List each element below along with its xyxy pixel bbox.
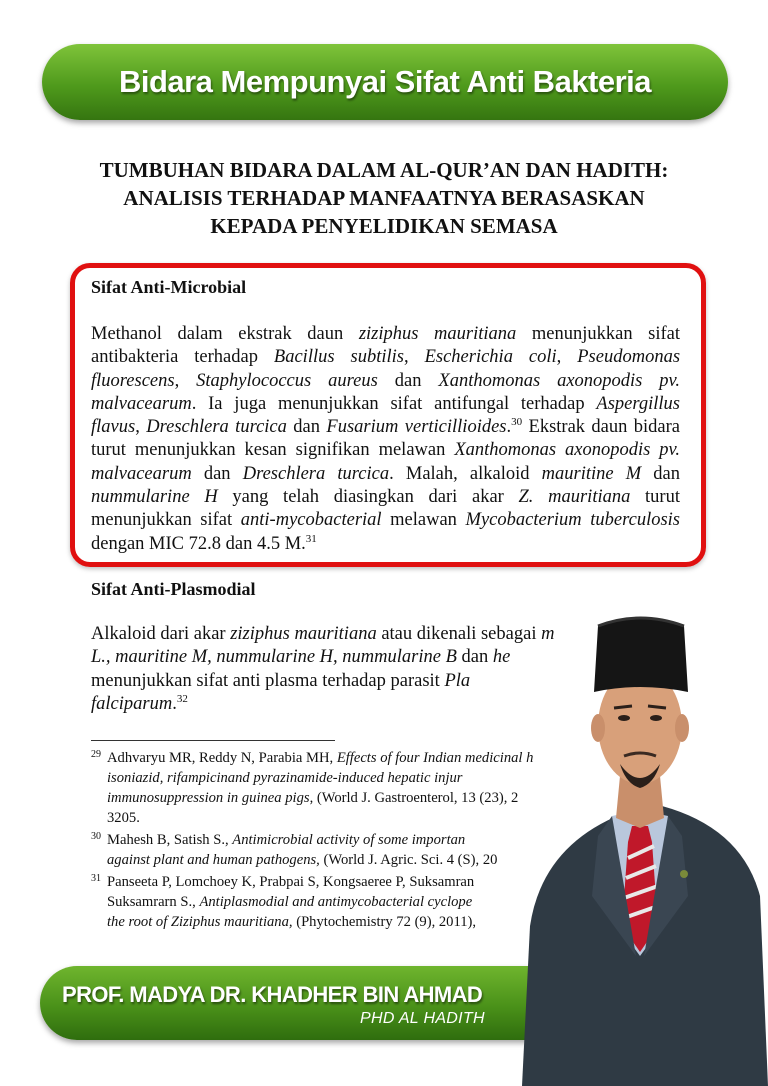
footnote-item: 29 Adhvaryu MR, Reddy N, Parabia MH, Effects of four Indian medicinal h isoniazid, rifampicinand pyrazinamide-induced hepatic injur immunosuppression in guinea pigs, (World J. Gastroenterol, 13 (23), 2 3205. xyxy=(91,749,534,826)
author-banner xyxy=(40,966,590,1040)
section-paragraph: Methanol dalam ekstrak daun ziziphus mauritiana menunjukkan sifat antibakteria terhadap Bacillus subtilis, Escherichia coli, Pseudomonas fluorescens, Staphylococcus aureus dan Xanthomonas axonopodis pv. malvacearum. Ia juga menunjukkan sifat antifungal terhadap Aspergillus flavus, Dreschlera turcica dan Fusarium verticillioides.$^{30}$ Ekstrak daun bidara turut menunjukkan kesan signifikan melawan Xanthomonas axonopodis pv. malvacearum dan Dreschlera turcica. Malah, alkaloid mauritine M dan nummularine H yang telah diasingkan dari akar Z. mauritiana turut menunjukkan sifat anti-mycobacterial melawan Mycobacterium tuberculosis dengan MIC 72.8 dan 4.5 M.$^{31}$ xyxy=(91,324,681,554)
paper-title xyxy=(40,156,728,240)
footnote-ref[interactable]: 31 xyxy=(305,532,317,545)
lapel-pin xyxy=(680,870,688,878)
title-banner xyxy=(42,44,728,120)
footnote-divider xyxy=(91,740,335,741)
paper-title-line: TUMBUHAN BIDARA DALAM AL-QUR’AN DAN HADITH: xyxy=(99,158,669,182)
footnote-item: 31 Panseeta P, Lomchoey K, Prabpai S, Kongsaeree P, Suksamran Suksamrarn S., Antiplasmodial and antimycobacterial cyclope the root of Ziziphus mauritiana, (Phytochemistry 72 (9), 2011), xyxy=(91,873,477,930)
section-heading: Sifat Anti-Plasmodial xyxy=(91,579,256,599)
songkok-cap xyxy=(594,617,688,692)
footnote-number: 31 xyxy=(91,873,101,884)
author-degree: PHD AL HADITH xyxy=(360,1010,485,1027)
footnote-number: 30 xyxy=(91,831,101,842)
section-heading: Sifat Anti-Microbial xyxy=(91,277,247,297)
paper-title-line: ANALISIS TERHADAP MANFAATNYA BERASASKAN xyxy=(123,186,645,210)
footnote-number: 29 xyxy=(91,749,101,760)
paper-title-line: KEPADA PENYELIDIKAN SEMASA xyxy=(210,214,558,238)
banner-title: Bidara Mempunyai Sifat Anti Bakteria xyxy=(118,64,652,99)
section-anti-microbial xyxy=(91,276,680,556)
footnote-ref[interactable]: 30 xyxy=(511,416,523,429)
footnote-ref[interactable]: 32 xyxy=(176,692,188,705)
author-name: PROF. MADYA DR. KHADHER BIN AHMAD xyxy=(62,982,483,1007)
author-portrait xyxy=(512,596,768,1086)
section-paragraph: Alkaloid dari akar ziziphus mauritiana atau dikenali sebagai m L., mauritine M, nummularine H, nummularine B dan he menunjukkan sifat anti plasma terhadap parasit Pla falciparum.$^{32}$ xyxy=(91,624,555,714)
footnote-item: 30 Mahesh B, Satish S., Antimicrobial activity of some importan against plant and human pathogens, (World J. Agric. Sci. 4 (S), 20 xyxy=(91,831,498,868)
